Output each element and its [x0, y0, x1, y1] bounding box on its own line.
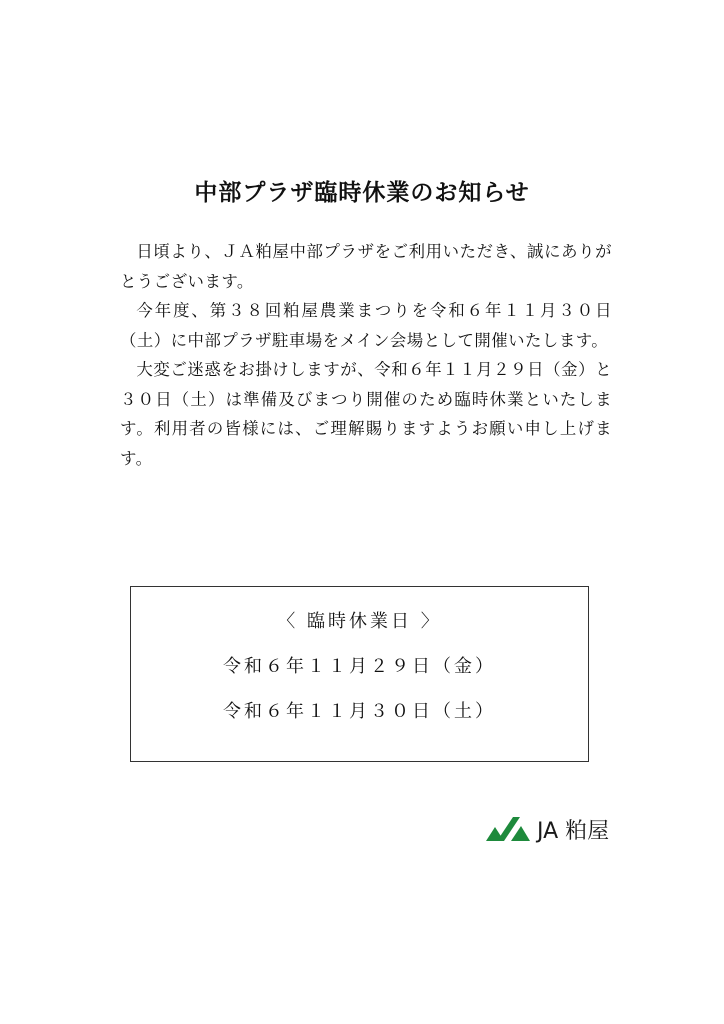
- ja-kasuya-logo: [485, 814, 609, 844]
- closure-heading: 〈 臨時休業日 〉: [277, 611, 442, 632]
- closure-date-2: 令和６年１１月３０日（土）: [223, 701, 496, 722]
- page-title: 中部プラザ臨時休業のお知らせ: [194, 180, 530, 206]
- paragraph-festival: 今年度、第３８回粕屋農業まつりを令和６年１１月３０日（土）に中部プラザ駐車場をメイン会場として開催いたします。: [120, 301, 612, 350]
- closure-dates-box: [130, 586, 589, 762]
- ja-logo-icon: [485, 816, 531, 842]
- paragraph-greeting: 日頃より、ＪＡ粕屋中部プラザをご利用いただき、誠にありがとうございます。: [120, 242, 612, 291]
- notice-body: [120, 237, 612, 473]
- logo-text: JA 粕屋: [537, 818, 610, 844]
- paragraph-closure: 大変ご迷惑をお掛けしますが、令和６年１１月２９日（金）と３０日（土）は準備及びまつり開催のため臨時休業といたします。利用者の皆様には、ご理解賜りますようお願い申し上げます。: [120, 360, 612, 468]
- closure-date-1: 令和６年１１月２９日（金）: [223, 656, 496, 677]
